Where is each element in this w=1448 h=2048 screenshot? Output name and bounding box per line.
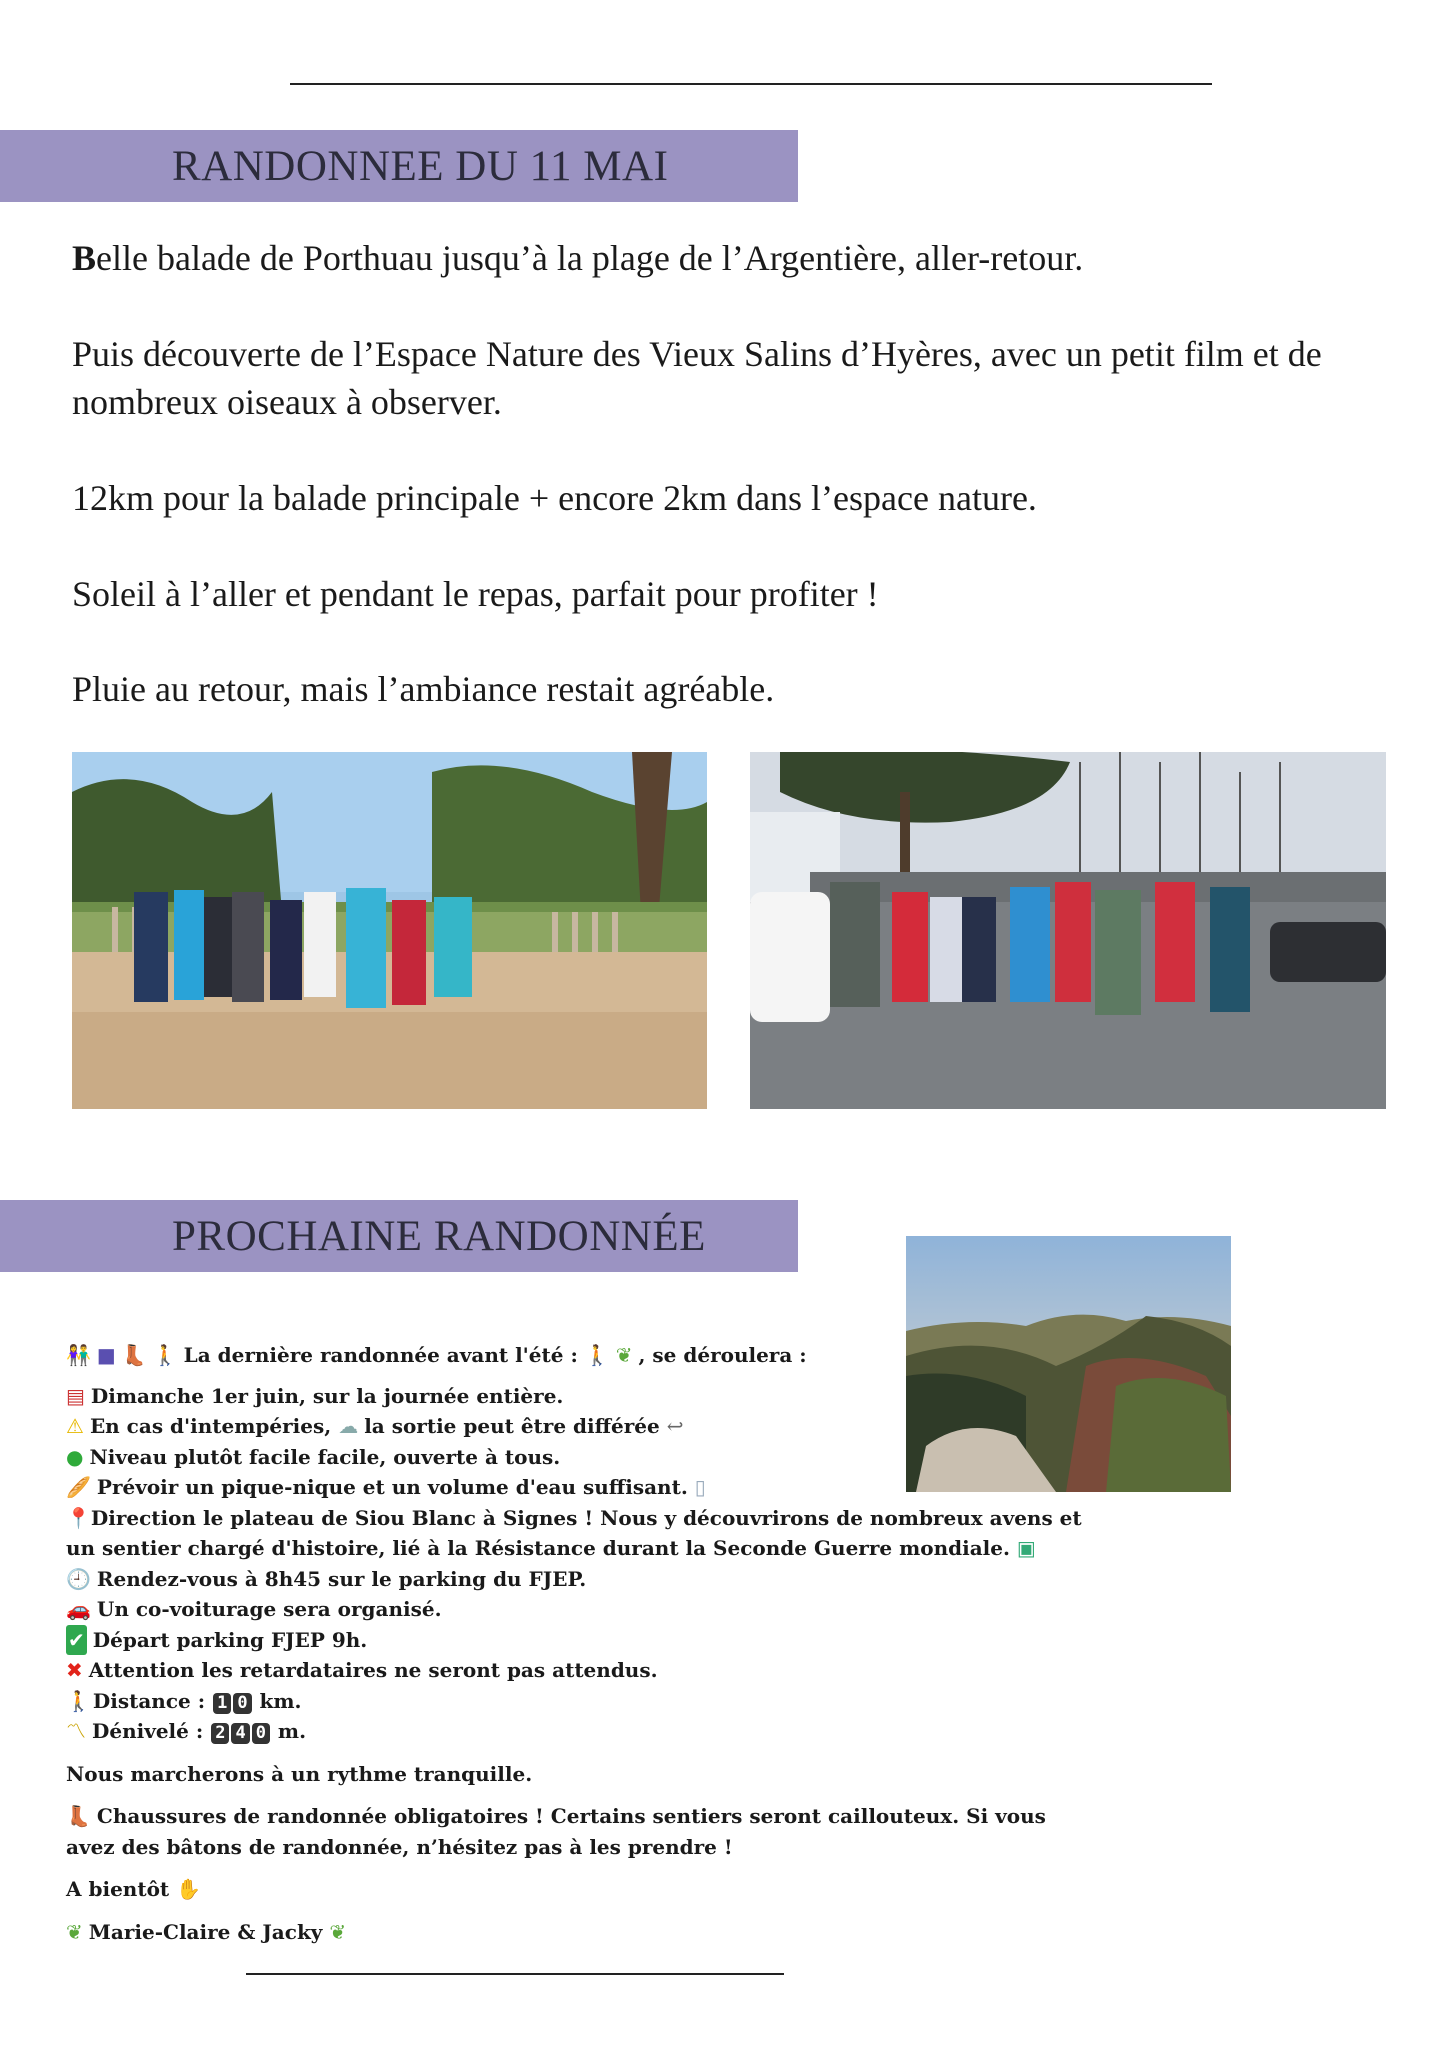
direction-text-1: Direction le plateau de Siou Blanc à Signes ! Nous y découvrirons de nombreux avens et [90,1505,1082,1530]
bye-text: A bientôt [66,1877,170,1901]
bread-icon: 🥖 [66,1475,91,1499]
shoes-line-2: avez des bâtons de randonnée, n’hésitez pas à les prendre ! [66,1834,733,1859]
boot-icon: 👢 [121,1343,147,1367]
elevation-label: Dénivelé : [92,1719,204,1743]
walker-icon: 🚶 [584,1343,610,1367]
digit-key: 0 [233,1693,251,1714]
cross-icon: ✖ [66,1658,83,1682]
paragraph-1 [72,234,1392,282]
clock-icon: 🕘 [66,1566,91,1591]
shoes-line-1 [66,1801,1056,1832]
meeting-text: Rendez-vous à 8h45 sur le parking du FJEP. [96,1566,587,1591]
waving-hand-icon: ✋ [176,1877,202,1901]
shoes-text-1: Chaussures de randonnée obligatoires ! Certains sentiers seront caillouteux. Si vous [96,1804,1046,1828]
distance-line [66,1686,1056,1717]
backpack-icon: ■ [96,1343,116,1367]
herb-icon: ❦ [66,1919,83,1944]
car-icon: 🚗 [66,1597,91,1621]
direction-text-2: un sentier chargé d'histoire, lié à la Résistance durant la Seconde Guerre mondiale. [66,1536,1010,1560]
top-divider [290,83,1212,85]
direction-line-1 [66,1503,1082,1534]
paragraph-5: Pluie au retour, mais l’ambiance restait agréable. [72,669,775,709]
pace-line: Nous marcherons à un rythme tranquille. [66,1761,533,1786]
drop-letter: B [72,238,97,278]
intro-line [66,1340,1056,1371]
boot-icon: 👢 [66,1804,91,1828]
carpool-line [66,1594,1056,1625]
back-arrow-icon: ↩ [666,1414,684,1438]
mountain-icon: 〽 [66,1719,86,1743]
bye-line [66,1874,1056,1905]
bottle-icon: ▯ [694,1475,706,1499]
herb-icon: ❦ [615,1343,633,1367]
paragraph-3: 12km pour la balade principale + encore 2km dans l’espace nature. [72,478,1037,518]
pin-icon: 📍 [66,1505,91,1530]
weather-line [66,1411,1056,1442]
distance-label: Distance : [92,1688,206,1713]
signature-line [66,1917,1056,1948]
paragraph-1-text: elle balade de Porthuau jusqu’à la plage de l’Argentière, aller-retour. [96,238,1084,278]
digit-key: 4 [231,1723,249,1744]
intro-end-text: , se déroulera : [638,1343,807,1367]
food-line [66,1472,1056,1503]
walker-icon: 🚶 [152,1343,178,1367]
next-hike-details [66,1340,1082,1947]
departure-line [66,1625,1056,1656]
paragraph-4: Soleil à l’aller et pendant le repas, parfait pour profiter ! [72,574,879,614]
food-text: Prévoir un pique-nique et un volume d'eau suffisant. [96,1475,688,1499]
section-banner-hike-may [0,130,798,202]
carpool-text: Un co-voiturage sera organisé. [96,1597,442,1621]
meeting-line [66,1564,1056,1595]
picture-icon: ▣ [1016,1536,1036,1560]
bottom-divider [246,1973,784,1975]
green-circle-icon: ● [66,1444,84,1469]
rain-cloud-icon: ☁ [338,1414,359,1438]
paragraph-2: Puis découverte de l’Espace Nature des Vieux Salins d’Hyères, avec un petit film et de nombreux oiseaux à observer. [72,334,1322,422]
walker-icon: 🚶 [66,1688,91,1713]
signature-text: Marie-Claire & Jacky [88,1919,323,1944]
photo-hikers-rain-port [750,752,1386,1109]
date-line [66,1381,1056,1412]
section-title: RANDONNEE DU 11 MAI [172,143,669,190]
level-line [66,1442,1056,1473]
section-title: PROCHAINE RANDONNÉE [172,1213,706,1260]
herb-icon: ❦ [329,1919,347,1944]
direction-line-2 [66,1533,1056,1564]
calendar-icon: ▤ [66,1383,85,1408]
distance-unit: km. [259,1688,302,1713]
photo-hikers-beach-path [72,752,707,1109]
digit-key: 2 [211,1723,229,1744]
digit-key: 1 [213,1693,231,1714]
check-icon: ✔ [66,1625,87,1656]
weather-text-b: la sortie peut être différée [364,1414,660,1438]
warning-icon: ⚠ [66,1414,84,1438]
date-text: Dimanche 1er juin, sur la journée entière. [90,1383,564,1408]
people-icon: 👫 [66,1343,91,1367]
elevation-unit: m. [277,1719,307,1743]
weather-text-a: En cas d'intempéries, [89,1414,332,1438]
level-text: Niveau plutôt facile facile, ouverte à tous. [89,1444,561,1469]
intro-text: La dernière randonnée avant l'été : [183,1343,578,1367]
departure-text: Départ parking FJEP 9h. [92,1627,368,1652]
section-banner-next-hike [0,1200,798,1272]
digit-key: 0 [252,1723,270,1744]
warning-text: Attention les retardataires ne seront pas attendus. [88,1658,658,1682]
elevation-line [66,1716,1056,1747]
warning-line [66,1655,1056,1686]
